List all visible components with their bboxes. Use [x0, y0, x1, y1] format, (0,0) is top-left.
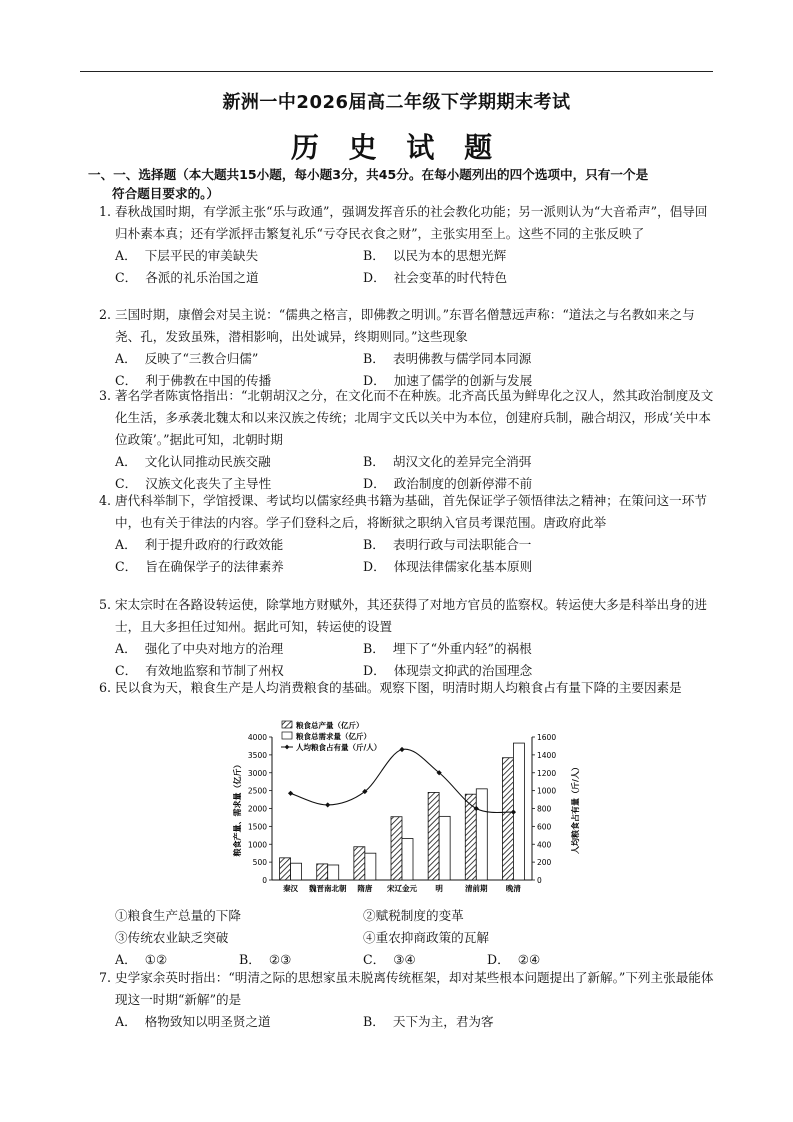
- option-d[interactable]: D． 体现崇文抑武的治国理念: [363, 663, 533, 678]
- x-tick-label: 秦汉: [283, 884, 299, 893]
- question-7: [88, 967, 718, 1033]
- right-tick-label: 1600: [537, 733, 557, 742]
- x-tick-label: 晚清: [505, 884, 521, 893]
- statement-item: ②赋税制度的变革: [363, 908, 464, 923]
- bar-production: [317, 864, 328, 880]
- line-point: [325, 802, 330, 807]
- bar-demand: [476, 789, 487, 880]
- right-tick-label: 1000: [537, 786, 557, 796]
- bar-production: [391, 817, 402, 880]
- option-c[interactable]: C． 有效地监察和节制了州权: [115, 663, 284, 678]
- bar-demand: [402, 839, 413, 880]
- left-tick-label: 4000: [247, 733, 267, 742]
- grain-chart: [226, 718, 586, 898]
- option-c[interactable]: C． 各派的礼乐治国之道: [115, 270, 259, 285]
- question-number: 6.: [98, 680, 111, 695]
- question-4: [88, 490, 718, 578]
- question-number: 4.: [98, 493, 111, 508]
- question-6-choices: [88, 905, 718, 971]
- question-5: [88, 594, 718, 682]
- option-a[interactable]: A． 利于提升政府的行政效能: [115, 537, 284, 552]
- x-tick-label: 明: [435, 884, 443, 893]
- bar-production: [280, 858, 291, 880]
- school-exam-title: 新洲一中2026届高二年级下学期期末考试: [222, 92, 571, 113]
- right-tick-label: 0: [537, 876, 542, 885]
- option-a[interactable]: A． ①②: [115, 952, 168, 967]
- x-tick-label: 隋唐: [357, 884, 373, 893]
- bar-production: [502, 758, 513, 880]
- right-axis-label: 人均粮食占有量（斤/人）: [571, 763, 580, 854]
- option-b[interactable]: B． 表明佛教与儒学同本同源: [363, 351, 532, 366]
- question-3: [88, 385, 718, 495]
- line-point: [399, 747, 404, 752]
- x-tick-label: 宋辽金元: [387, 884, 417, 893]
- question-stem: 著名学者陈寅恪指出：“北朝胡汉之分，在文化而不在种族。北齐高氏虽为鲜卑化之汉人，然其政治制度及文化生活，多承袭北魏太和以来汉族之传统；北周宇文氏以关中为本位，创建府兵制，融合胡汉，形成‘关中本位政策’。”据此可知，北朝时期: [115, 388, 714, 447]
- option-c[interactable]: C． 利于佛教在中国的传播: [115, 373, 272, 388]
- question-stem: 民以食为天，粮食生产是人均消费粮食的基础。观察下图，明清时期人均粮食占有量下降的主要因素是: [115, 680, 682, 695]
- right-tick-label: 200: [537, 858, 552, 868]
- option-d[interactable]: D． ②④: [487, 952, 541, 967]
- options: [115, 245, 718, 289]
- options: [115, 638, 718, 682]
- question-stem: 唐代科举制下，学馆授课、考试均以儒家经典书籍为基础，首先保证学子领悟律法之精神；在策问这一环节中，也有关于律法的内容。学子们登科之后，将断狱之职纳入官员考课范围。唐政府此举: [115, 493, 707, 530]
- question-1: [88, 201, 718, 289]
- x-tick-label: 清前期: [465, 884, 488, 893]
- option-c[interactable]: C． ③④: [363, 952, 416, 967]
- bar-demand: [439, 816, 450, 880]
- section-heading-line1: 一、一、选择题（本大题共15小题，每小题3分，共45分。在每小题列出的四个选项中，只有一个是: [88, 167, 649, 182]
- question-stem: 史学家余英时指出：“明清之际的思想家虽未脱离传统框架，却对某些根本问题提出了新解。”下列主张最能体现这一时期“新解”的是: [115, 970, 714, 1007]
- x-tick-label: 魏晋南北朝: [308, 884, 347, 893]
- question-stem: 宋太宗时在各路设转运使，除掌地方财赋外，其还获得了对地方官员的监察权。转运使大多是科举出身的进士，且大多担任过知州。据此可知，转运使的设置: [115, 597, 707, 634]
- section-heading: [88, 165, 718, 203]
- legend-swatch-production: [282, 721, 292, 728]
- option-b[interactable]: B． 天下为主，君为客: [363, 1014, 494, 1029]
- right-tick-label: 600: [537, 822, 552, 832]
- statement-items: [115, 905, 718, 949]
- bar-demand: [365, 853, 376, 880]
- left-tick-label: 500: [252, 858, 267, 868]
- question-2: [88, 304, 718, 392]
- left-tick-label: 0: [262, 876, 267, 885]
- option-b[interactable]: B． 胡汉文化的差异完全消弭: [363, 454, 532, 469]
- statement-item: ①粮食生产总量的下降: [115, 908, 241, 923]
- line-point: [288, 791, 293, 796]
- legend-swatch-demand: [282, 732, 292, 739]
- question-stem: 三国时期，康僧会对吴主说：“儒典之格言，即佛教之明训。”东晋名僧慧远声称：“道法之与名教如来之与尧、孔，发致虽殊，潜相影响，出处诚异，终期则同。”这些现象: [115, 307, 695, 344]
- question-number: 3.: [98, 388, 111, 403]
- left-tick-label: 2500: [247, 786, 267, 796]
- question-number: 5.: [98, 597, 111, 612]
- bar-demand: [291, 863, 302, 880]
- option-c[interactable]: C． 旨在确保学子的法律素养: [115, 559, 284, 574]
- legend-label-demand: 粮食总需求量（亿斤）: [296, 732, 371, 741]
- option-a[interactable]: A． 反映了“三教合归儒”: [115, 351, 259, 366]
- legend-swatch-diamond: [285, 745, 290, 750]
- left-axis-label: 粮食产量、需求量（亿斤）: [233, 760, 242, 857]
- option-a[interactable]: A． 强化了中央对地方的治理: [115, 641, 284, 656]
- bar-demand: [328, 865, 339, 880]
- options: [115, 534, 718, 578]
- question-number: 1.: [98, 204, 111, 219]
- legend-label-per-capita: 人均粮食占有量（斤/人）: [296, 743, 382, 752]
- section-heading-line2: 符合题目要求的。）: [112, 186, 220, 201]
- header-rule: [80, 71, 713, 72]
- question-number: 2.: [98, 307, 111, 322]
- options: [115, 1011, 718, 1033]
- option-a[interactable]: A． 文化认同推动民族交融: [115, 454, 271, 469]
- bar-production: [354, 847, 365, 880]
- option-b[interactable]: B． ②③: [239, 952, 292, 967]
- right-tick-label: 1200: [537, 768, 557, 778]
- option-d[interactable]: D． 社会变革的时代特色: [363, 270, 508, 285]
- option-b[interactable]: B． 以民为本的思想光辉: [363, 248, 507, 263]
- legend-label-production: 粮食总产量（亿斤）: [296, 721, 364, 730]
- option-b[interactable]: B． 表明行政与司法职能合一: [363, 537, 532, 552]
- subject-title: 历 史 试 题: [290, 131, 503, 164]
- option-c[interactable]: C． 汉族文化丧失了主导性: [115, 476, 272, 491]
- option-d[interactable]: D． 政治制度的创新停滞不前: [363, 476, 533, 491]
- left-tick-label: 3000: [247, 768, 267, 778]
- question-number: 7.: [98, 970, 111, 985]
- left-tick-label: 3500: [247, 750, 267, 760]
- bar-production: [428, 792, 439, 880]
- option-d[interactable]: D． 体现法律儒家化基本原则: [363, 559, 533, 574]
- left-tick-label: 1000: [247, 840, 267, 850]
- question-6: [88, 677, 718, 699]
- option-b[interactable]: B． 埋下了“外重内轻”的祸根: [363, 641, 532, 656]
- left-tick-label: 1500: [247, 822, 267, 832]
- option-a[interactable]: A． 下层平民的审美缺失: [115, 248, 259, 263]
- right-tick-label: 800: [537, 804, 552, 814]
- question-stem: 春秋战国时期，有学派主张“乐与政通”，强调发挥音乐的社会教化功能；另一派则认为“大音希声”，倡导回归朴素本真；还有学派抨击繁复礼乐“亏夺民衣食之财”，主张实用至上。这些不同的主张反映了: [115, 204, 708, 241]
- options: [115, 451, 718, 495]
- left-tick-label: 2000: [247, 804, 267, 814]
- option-a[interactable]: A． 格物致知以明圣贤之道: [115, 1014, 271, 1029]
- statement-item: ③传统农业缺乏突破: [115, 930, 229, 945]
- right-tick-label: 1400: [537, 750, 557, 760]
- statement-item: ④重农抑商政策的瓦解: [363, 930, 489, 945]
- right-tick-label: 400: [537, 840, 552, 850]
- option-d[interactable]: D． 加速了儒学的创新与发展: [363, 373, 533, 388]
